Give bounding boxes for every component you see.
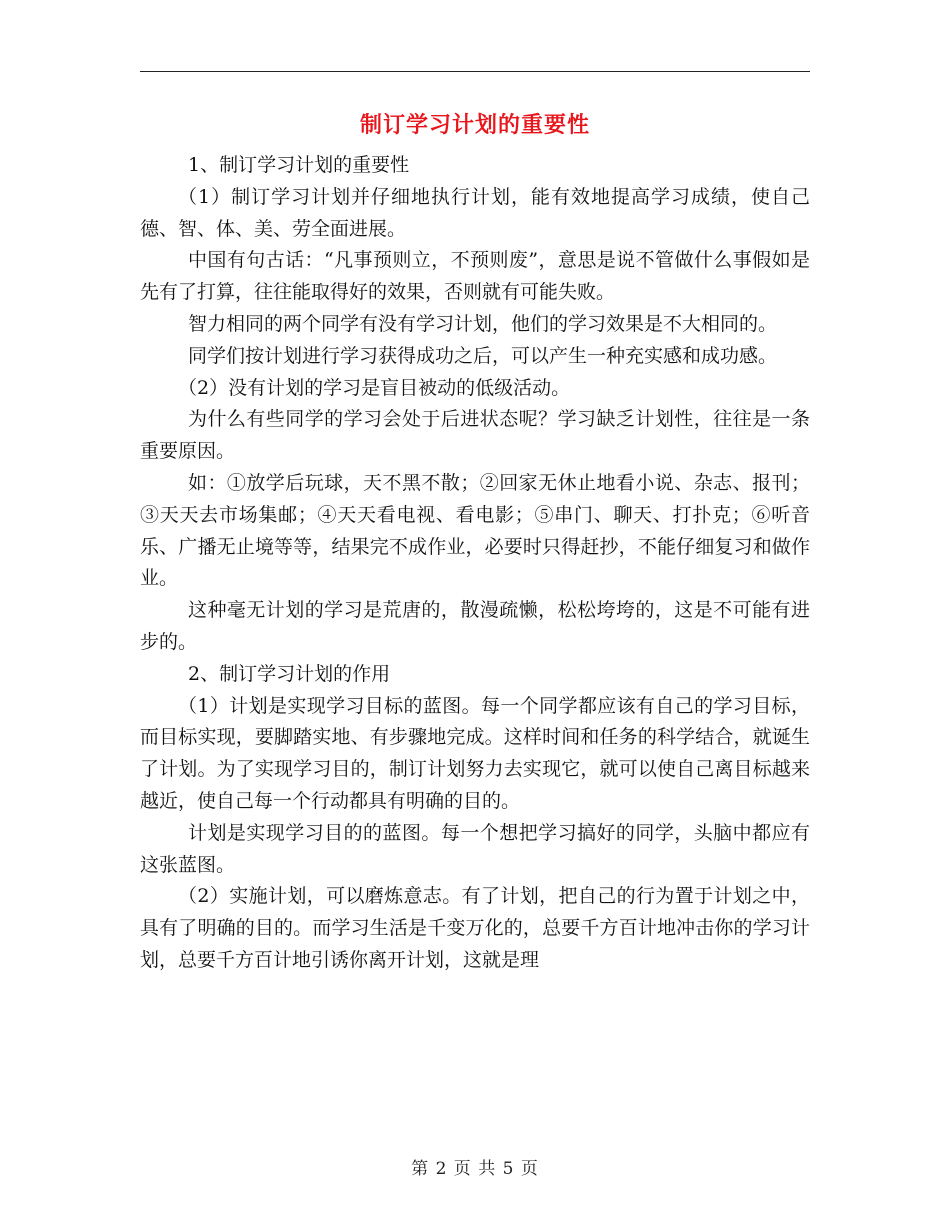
paragraph: 中国有句古话：“凡事预则立，不预则废”，意思是说不管做什么事假如是先有了打算，往往能取得好的效果，否则就有可能失败。 [140, 249, 810, 304]
section-heading-1: 1、制订学习计划的重要性 [188, 154, 410, 176]
paragraph: 智力相同的两个同学有没有学习计划，他们的学习效果是不大相同的。 [188, 312, 778, 335]
paragraph: 同学们按计划进行学习获得成功之后，可以产生一种充实感和成功感。 [188, 344, 778, 367]
paragraph: 计划是实现学习目的的蓝图。每一个想把学习搞好的同学，头脑中都应有这张蓝图。 [140, 821, 810, 876]
page-footer: 第 2 页 共 5 页 [411, 1159, 539, 1179]
document-body [140, 150, 810, 977]
paragraph: （1）制订学习计划并仔细地执行计划，能有效地提高学习成绩，使自己德、智、体、美、劳全面进展。 [140, 185, 810, 240]
paragraph: （2）实施计划，可以磨炼意志。有了计划，把自己的行为置于计划之中，具有了明确的目的。而学习生活是千变万化的，总要千方百计地冲击你的学习计划，总要千方百计地引诱你离开计划，这就是理 [140, 885, 810, 971]
page-title: 制订学习计划的重要性 [359, 112, 590, 138]
section-heading-2: 2、制订学习计划的作用 [188, 662, 391, 685]
paragraph: 如：①放学后玩球，天不黑不散；②回家无休止地看小说、杂志、报刊；③天天去市场集邮；④天天看电视、看电影；⑤串门、聊天、打扑克；⑥听音乐、广播无止境等等，结果完不成作业，必要时只得赶抄，不能仔细复习和做作业。 [140, 471, 810, 590]
paragraph: 为什么有些同学的学习会处于后进状态呢？学习缺乏计划性，往往是一条重要原因。 [140, 408, 810, 463]
paragraph: 这种毫无计划的学习是荒唐的，散漫疏懒，松松垮垮的，这是不可能有进步的。 [140, 599, 810, 653]
paragraph: （1）计划是实现学习目标的蓝图。每一个同学都应该有自己的学习目标，而目标实现，要脚踏实地、有步骤地完成。这样时间和任务的科学结合，就诞生了计划。为了实现学习目的，制订计划努力去实现它，就可以使自己离目标越来越近，使自己每一个行动都具有明确的目的。 [140, 694, 810, 812]
paragraph: （2）没有计划的学习是盲目被动的低级活动。 [178, 376, 571, 399]
header-rule [140, 71, 810, 72]
